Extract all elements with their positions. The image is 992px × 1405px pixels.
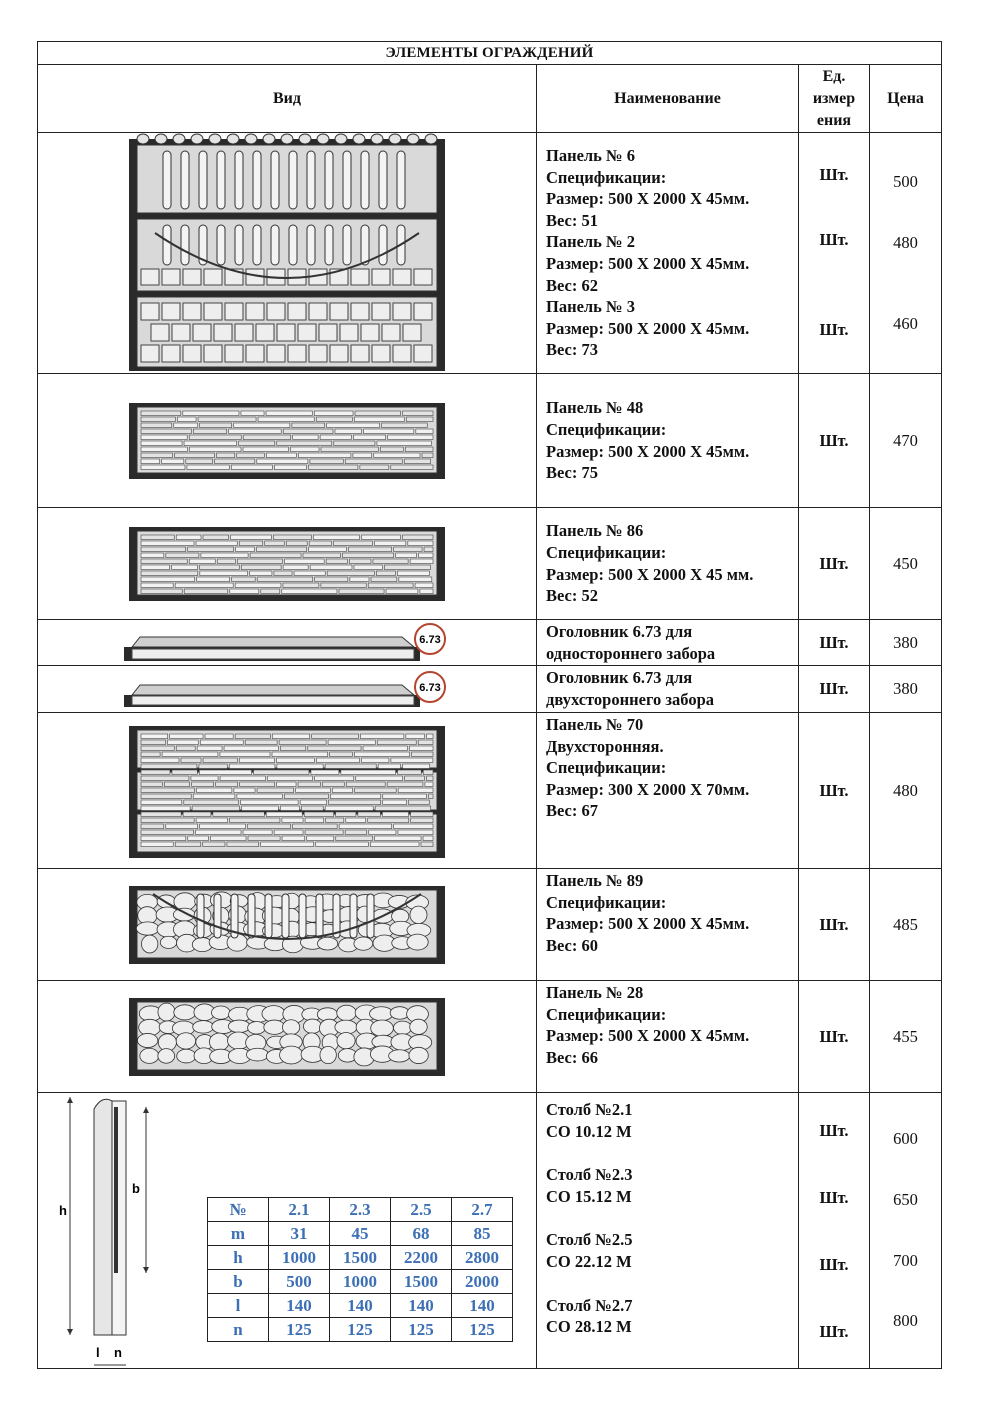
spec-value-cell: 2.1 [269,1198,330,1222]
table-row [38,981,942,1093]
header-name: Наименование [537,65,799,133]
spec-value-cell: 1000 [330,1270,391,1294]
table-row [38,508,942,620]
price-panel-70: 480 [870,713,942,869]
panel-image-48 [38,374,537,508]
cap-picture [122,623,452,663]
name-panel-86: Панель № 86 Спецификации: Размер: 500 Х 2000 Х 45 мм. Вес: 52 [537,508,799,620]
spec-value-cell: 1000 [269,1246,330,1270]
price-panel-48: 470 [870,374,942,508]
spec-value-cell: 125 [269,1318,330,1342]
table-row [38,869,942,981]
spec-row [208,1222,513,1246]
svg-text:h: h [59,1203,67,1218]
price-cap-single: 380 [870,620,942,666]
panel-image-70 [38,713,537,869]
spec-key-cell: h [208,1246,269,1270]
spec-value-cell: 2.3 [330,1198,391,1222]
spec-value-cell: 125 [330,1318,391,1342]
spec-value-cell: 2800 [452,1246,513,1270]
name-panel-48: Панель № 48 Спецификации: Размер: 500 Х 2000 Х 45мм. Вес: 75 [537,374,799,508]
table-row [38,666,942,713]
post-diagram [46,1093,186,1369]
price-posts: 600 650 700 800 [870,1093,942,1369]
cap-badge: 6.73 [419,633,441,646]
table-row [38,374,942,508]
panel-image-6-2-3 [38,133,537,374]
unit-panel-86: Шт. [799,508,870,620]
spec-value-cell: 140 [269,1294,330,1318]
spec-key-cell: n [208,1318,269,1342]
header-price: Цена [870,65,942,133]
spec-value-cell: 2.5 [391,1198,452,1222]
unit-panel-89: Шт. [799,869,870,981]
spec-value-cell: 125 [391,1318,452,1342]
post-spec-table [207,1197,513,1342]
panel-image-28 [38,981,537,1093]
cap-image-single [38,620,537,666]
unit-cap-double: Шт. [799,666,870,713]
spec-value-cell: 1500 [330,1246,391,1270]
table-row [38,620,942,666]
name-panel-89: Панель № 89 Спецификации: Размер: 500 Х 2000 Х 45мм. Вес: 60 [537,869,799,981]
svg-text:l: l [96,1345,100,1360]
table-row [38,1093,942,1369]
unit-cap-single: Шт. [799,620,870,666]
stone-panel-picture [129,525,445,603]
name-cap-double: Оголовник 6.73 для двухстороннего забора [537,666,799,713]
cap-image-double [38,666,537,713]
spec-value-cell: 500 [269,1270,330,1294]
unit-panel-6-2-3: Шт. Шт. Шт. [799,133,870,374]
name-cap-single: Оголовник 6.73 для одностороннего забора [537,620,799,666]
spec-row [208,1318,513,1342]
svg-text:n: n [114,1345,122,1360]
header-vid: Вид [38,65,537,133]
spec-key-cell: № [208,1198,269,1222]
spec-value-cell: 125 [452,1318,513,1342]
price-panel-89: 485 [870,869,942,981]
spec-key-cell: b [208,1270,269,1294]
table-row [38,713,942,869]
price-cap-double: 380 [870,666,942,713]
spec-value-cell: 2.7 [452,1198,513,1222]
spec-value-cell: 68 [391,1222,452,1246]
sheet-title: ЭЛЕМЕНТЫ ОГРАЖДЕНИЙ [38,42,942,65]
spec-key-cell: l [208,1294,269,1318]
baluster-panel-picture [129,884,445,966]
unit-panel-48: Шт. [799,374,870,508]
name-panel-70: Панель № 70 Двухсторонняя. Спецификации: Размер: 300 Х 2000 Х 70мм. Вес: 67 [537,713,799,869]
unit-posts: Шт. Шт. Шт. Шт. [799,1093,870,1369]
stacked-stone-panel-picture [129,724,445,858]
spec-value-cell: 1500 [391,1270,452,1294]
spec-row [208,1270,513,1294]
spec-value-cell: 31 [269,1222,330,1246]
spec-value-cell: 45 [330,1222,391,1246]
name-panel-28: Панель № 28 Спецификации: Размер: 500 Х 2000 Х 45мм. Вес: 66 [537,981,799,1093]
spec-key-cell: m [208,1222,269,1246]
table-row [38,133,942,374]
spec-value-cell: 140 [452,1294,513,1318]
spec-value-cell: 2200 [391,1246,452,1270]
price-panel-86: 450 [870,508,942,620]
name-posts: Столб №2.1 СО 10.12 М Столб №2.3 СО 15.12 М Столб №2.5 СО 22.12 М Столб №2.7 СО 28.12 М [537,1093,799,1369]
price-panel-6-2-3: 500 480 460 [870,133,942,374]
post-drawing-cell [38,1093,537,1369]
spec-value-cell: 140 [391,1294,452,1318]
spec-value-cell: 2000 [452,1270,513,1294]
fence-elements-table [37,41,942,1369]
header-unit: Ед. измер ения [799,65,870,133]
name-panel-6-2-3: Панель № 6 Спецификации: Размер: 500 Х 2000 Х 45мм. Вес: 51 Панель № 2 Размер: 500 Х 2000 Х 45мм. Вес: 62 Панель № 3 Размер: 500 Х 2000 Х 45мм. Вес: 73 [537,133,799,374]
spec-value-cell: 140 [330,1294,391,1318]
cap-picture [122,669,452,709]
panel-image-89 [38,869,537,981]
unit-panel-28: Шт. [799,981,870,1093]
spec-row [208,1294,513,1318]
stone-panel-picture [129,401,445,481]
spec-row [208,1246,513,1270]
svg-text:b: b [132,1181,140,1196]
price-sheet [37,41,941,1369]
price-panel-28: 455 [870,981,942,1093]
stacked-panels-picture [127,133,447,373]
panel-image-86 [38,508,537,620]
cap-badge: 6.73 [419,682,441,694]
spec-value-cell: 85 [452,1222,513,1246]
spec-row [208,1198,513,1222]
unit-panel-70: Шт. [799,713,870,869]
cobblestone-panel-picture [129,996,445,1078]
